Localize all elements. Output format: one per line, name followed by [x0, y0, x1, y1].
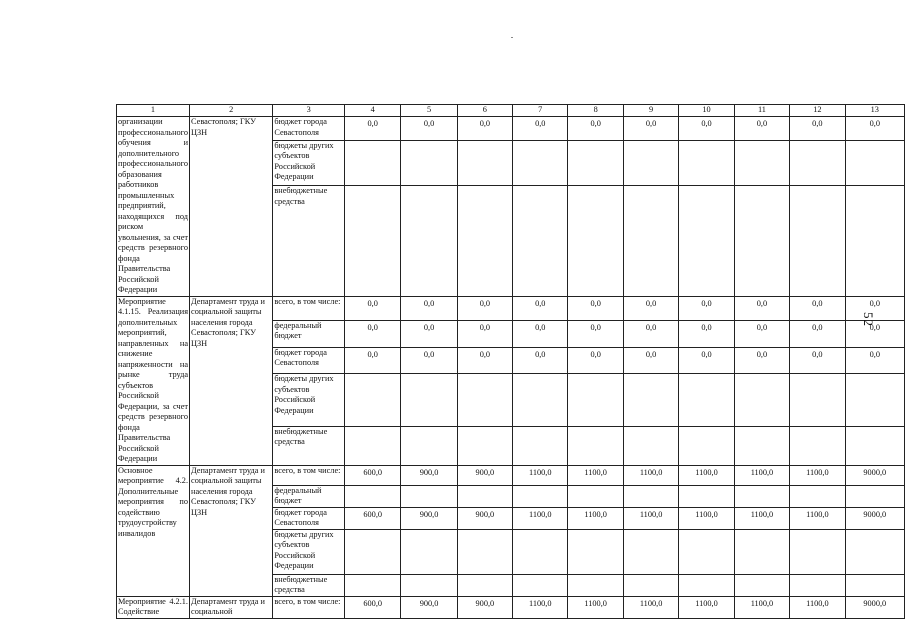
value-cell — [679, 140, 734, 186]
value-cell: 0,0 — [513, 296, 568, 320]
value-cell — [845, 574, 904, 596]
value-cell: 1100,0 — [790, 465, 845, 485]
value-cell — [679, 374, 734, 426]
column-header: 11 — [734, 105, 789, 117]
value-cell: 0,0 — [457, 347, 512, 374]
value-cell: 0,0 — [345, 347, 401, 374]
value-cell — [457, 529, 512, 574]
value-cell — [401, 186, 457, 296]
scan-speck — [511, 37, 513, 38]
value-cell — [790, 426, 845, 465]
value-cell: 1100,0 — [568, 596, 623, 618]
value-cell: 0,0 — [734, 320, 789, 347]
value-cell: 0,0 — [679, 320, 734, 347]
value-cell — [401, 485, 457, 507]
value-cell: 0,0 — [679, 117, 734, 141]
value-cell — [401, 574, 457, 596]
funding-source-cell: бюджеты других субъектов Российской Федерации — [273, 529, 345, 574]
value-cell — [679, 186, 734, 296]
value-cell — [623, 140, 678, 186]
value-cell — [623, 426, 678, 465]
value-cell — [568, 574, 623, 596]
value-cell: 0,0 — [513, 347, 568, 374]
value-cell — [790, 574, 845, 596]
column-header: 12 — [790, 105, 845, 117]
value-cell: 0,0 — [401, 117, 457, 141]
value-cell: 9000,0 — [845, 507, 904, 529]
budget-table — [116, 104, 905, 619]
column-header: 10 — [679, 105, 734, 117]
value-cell: 900,0 — [457, 465, 512, 485]
value-cell: 0,0 — [401, 320, 457, 347]
value-cell — [568, 426, 623, 465]
value-cell — [734, 374, 789, 426]
value-cell: 1100,0 — [679, 507, 734, 529]
value-cell — [790, 485, 845, 507]
value-cell — [679, 574, 734, 596]
value-cell — [513, 374, 568, 426]
value-cell: 0,0 — [568, 296, 623, 320]
value-cell — [790, 140, 845, 186]
value-cell — [401, 140, 457, 186]
value-cell — [679, 426, 734, 465]
value-cell: 1100,0 — [679, 596, 734, 618]
column-header: 4 — [345, 105, 401, 117]
value-cell: 1100,0 — [790, 596, 845, 618]
value-cell — [345, 426, 401, 465]
value-cell — [623, 529, 678, 574]
value-cell: 0,0 — [845, 117, 904, 141]
page-number: 52 — [861, 312, 876, 327]
executor-cell: Департамент труда и социальной защиты населения города Севастополя; ГКУ ЦЗН — [190, 465, 273, 596]
value-cell: 1100,0 — [513, 507, 568, 529]
value-cell — [623, 374, 678, 426]
value-cell: 0,0 — [623, 320, 678, 347]
executor-cell: Департамент труда и социальной — [190, 596, 273, 618]
value-cell — [568, 485, 623, 507]
column-header: 1 — [117, 105, 190, 117]
value-cell — [734, 529, 789, 574]
funding-source-cell: бюджет города Севастополя — [273, 117, 345, 141]
value-cell — [568, 374, 623, 426]
column-header: 7 — [513, 105, 568, 117]
value-cell: 600,0 — [345, 507, 401, 529]
value-cell: 1100,0 — [734, 507, 789, 529]
value-cell — [568, 529, 623, 574]
value-cell: 0,0 — [513, 320, 568, 347]
value-cell: 900,0 — [401, 507, 457, 529]
value-cell — [679, 485, 734, 507]
value-cell: 0,0 — [401, 347, 457, 374]
value-cell — [845, 186, 904, 296]
value-cell: 1100,0 — [568, 507, 623, 529]
column-header: 8 — [568, 105, 623, 117]
funding-source-cell: бюджет города Севастополя — [273, 347, 345, 374]
value-cell: 0,0 — [790, 320, 845, 347]
measure-name-cell: организации профессионального обучения и дополнительного профессионального образования работников промышленных предприятий, находящихся под риском увольнения, за счет средств резервного фонда Правительства Российской Федерации — [118, 117, 189, 294]
table-row — [117, 296, 905, 320]
value-cell — [457, 186, 512, 296]
table-row — [117, 596, 905, 618]
value-cell: 1100,0 — [623, 465, 678, 485]
value-cell: 0,0 — [679, 296, 734, 320]
value-cell — [845, 140, 904, 186]
value-cell — [457, 485, 512, 507]
value-cell — [623, 574, 678, 596]
value-cell: 0,0 — [790, 296, 845, 320]
value-cell: 0,0 — [457, 117, 512, 141]
value-cell: 0,0 — [568, 320, 623, 347]
value-cell — [513, 426, 568, 465]
value-cell — [345, 485, 401, 507]
table-body — [117, 105, 905, 619]
table-row — [117, 117, 905, 141]
column-header: 13 — [845, 105, 904, 117]
value-cell: 0,0 — [734, 117, 789, 141]
value-cell: 0,0 — [734, 347, 789, 374]
value-cell — [734, 426, 789, 465]
value-cell: 1100,0 — [623, 507, 678, 529]
executor-cell: Севастополя; ГКУ ЦЗН — [190, 117, 273, 297]
value-cell: 9000,0 — [845, 465, 904, 485]
column-header: 5 — [401, 105, 457, 117]
value-cell — [345, 374, 401, 426]
value-cell — [845, 485, 904, 507]
value-cell — [734, 186, 789, 296]
funding-source-cell: всего, в том числе: — [273, 296, 345, 320]
value-cell: 0,0 — [679, 347, 734, 374]
value-cell: 1100,0 — [734, 465, 789, 485]
value-cell: 0,0 — [845, 347, 904, 374]
column-header: 9 — [623, 105, 678, 117]
value-cell: 0,0 — [401, 296, 457, 320]
value-cell — [513, 485, 568, 507]
funding-source-cell: бюджеты других субъектов Российской Федерации — [273, 374, 345, 426]
value-cell: 900,0 — [457, 596, 512, 618]
table-row — [117, 465, 905, 485]
measure-name-cell: Мероприятие 4.1.15. Реализация дополнительных мероприятий, направленных на снижение напряженности на рынке труда субъектов Российской Федерации, за счет средств резервного фонда Правительства Российской Федерации — [118, 296, 189, 463]
value-cell: 0,0 — [845, 296, 904, 320]
value-cell — [401, 426, 457, 465]
value-cell — [734, 485, 789, 507]
value-cell: 900,0 — [401, 596, 457, 618]
value-cell — [679, 529, 734, 574]
column-header: 3 — [273, 105, 345, 117]
value-cell — [845, 529, 904, 574]
value-cell — [790, 374, 845, 426]
value-cell — [401, 374, 457, 426]
funding-source-cell: федеральный бюджет — [273, 485, 345, 507]
value-cell: 600,0 — [345, 596, 401, 618]
value-cell — [790, 186, 845, 296]
value-cell — [345, 140, 401, 186]
value-cell — [345, 186, 401, 296]
measure-name-cell: Основное мероприятие 4.2. Дополнительные мероприятия по содействию трудоустройству инвалидов — [117, 465, 190, 596]
value-cell: 0,0 — [345, 117, 401, 141]
value-cell: 0,0 — [845, 320, 904, 347]
value-cell — [734, 574, 789, 596]
value-cell: 0,0 — [513, 117, 568, 141]
value-cell: 0,0 — [568, 347, 623, 374]
value-cell — [845, 426, 904, 465]
value-cell — [513, 186, 568, 296]
value-cell — [790, 529, 845, 574]
value-cell: 0,0 — [623, 117, 678, 141]
value-cell: 900,0 — [401, 465, 457, 485]
value-cell — [401, 529, 457, 574]
value-cell: 1100,0 — [513, 465, 568, 485]
value-cell: 0,0 — [790, 117, 845, 141]
funding-source-cell: бюджеты других субъектов Российской Федерации — [273, 140, 345, 186]
funding-source-cell: внебюджетные средства — [273, 574, 345, 596]
value-cell — [457, 374, 512, 426]
value-cell — [345, 529, 401, 574]
value-cell — [568, 186, 623, 296]
value-cell — [513, 140, 568, 186]
column-header: 2 — [190, 105, 273, 117]
value-cell — [734, 140, 789, 186]
value-cell: 1100,0 — [679, 465, 734, 485]
value-cell: 1100,0 — [513, 596, 568, 618]
value-cell: 1100,0 — [568, 465, 623, 485]
value-cell — [513, 529, 568, 574]
funding-source-cell: всего, в том числе: — [273, 596, 345, 618]
value-cell: 900,0 — [457, 507, 512, 529]
value-cell — [568, 140, 623, 186]
value-cell — [623, 186, 678, 296]
value-cell: 0,0 — [457, 296, 512, 320]
value-cell: 600,0 — [345, 465, 401, 485]
value-cell: 0,0 — [623, 347, 678, 374]
value-cell: 0,0 — [734, 296, 789, 320]
value-cell — [457, 140, 512, 186]
value-cell: 0,0 — [790, 347, 845, 374]
value-cell — [513, 574, 568, 596]
executor-cell: Департамент труда и социальной защиты населения города Севастополя; ГКУ ЦЗН — [190, 296, 273, 465]
value-cell — [345, 574, 401, 596]
value-cell: 0,0 — [457, 320, 512, 347]
funding-source-cell: внебюджетные средства — [273, 426, 345, 465]
value-cell: 0,0 — [345, 296, 401, 320]
funding-source-cell: федеральный бюджет — [273, 320, 345, 347]
column-header: 6 — [457, 105, 512, 117]
value-cell: 1100,0 — [734, 596, 789, 618]
funding-source-cell: всего, в том числе: — [273, 465, 345, 485]
measure-name-cell: Мероприятие 4.2.1. Содействие — [118, 596, 189, 616]
value-cell — [457, 574, 512, 596]
funding-source-cell: внебюджетные средства — [273, 186, 345, 296]
header-row — [117, 105, 905, 117]
value-cell — [845, 374, 904, 426]
value-cell: 1100,0 — [790, 507, 845, 529]
value-cell: 1100,0 — [623, 596, 678, 618]
funding-source-cell: бюджет города Севастополя — [273, 507, 345, 529]
value-cell: 9000,0 — [845, 596, 904, 618]
value-cell — [623, 485, 678, 507]
value-cell: 0,0 — [568, 117, 623, 141]
value-cell: 0,0 — [623, 296, 678, 320]
value-cell — [457, 426, 512, 465]
value-cell: 0,0 — [345, 320, 401, 347]
